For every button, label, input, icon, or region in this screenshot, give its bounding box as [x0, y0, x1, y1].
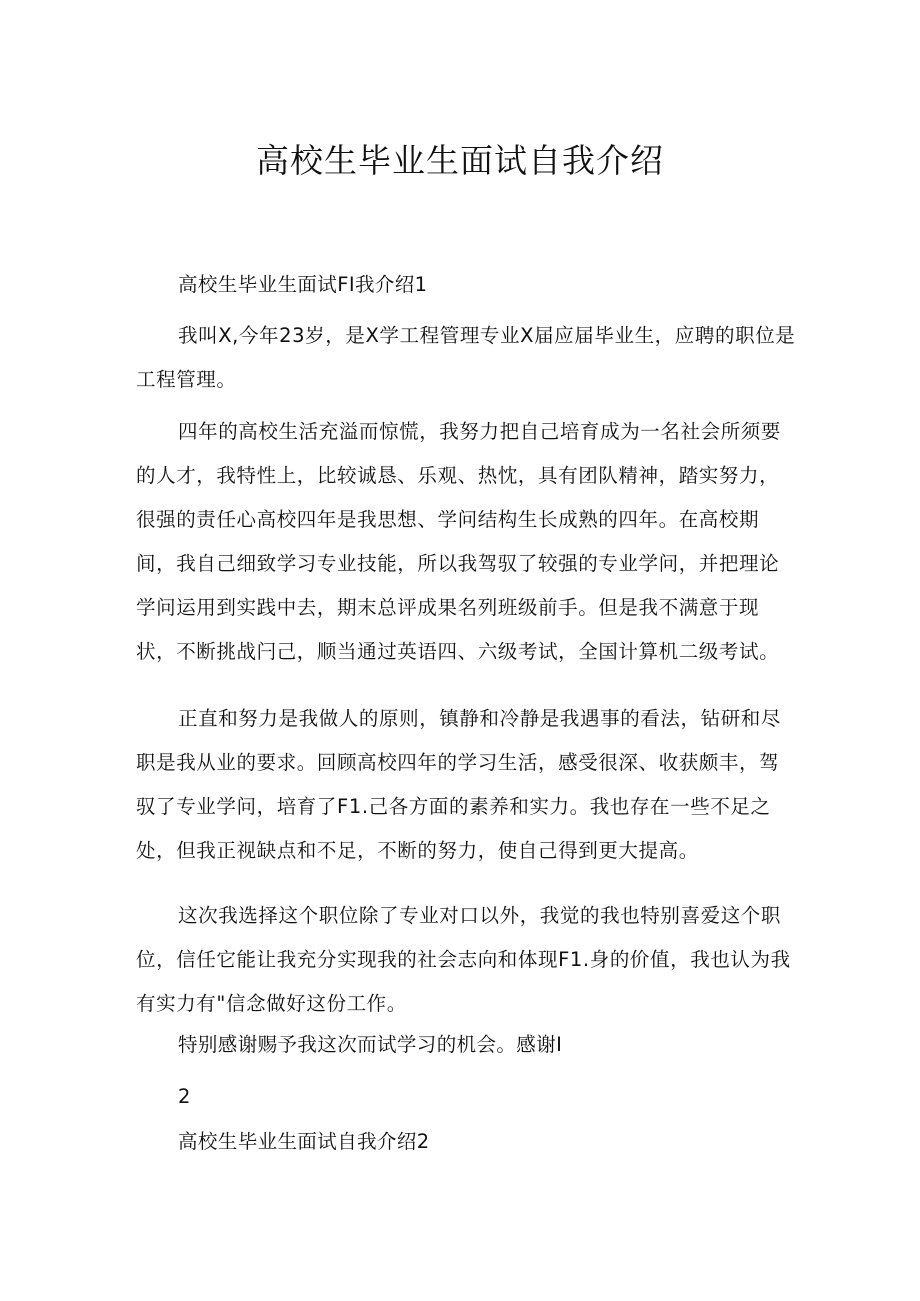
paragraph-1: 我叫X,今年23岁，是X学工程管理专业X届应届毕业生，应聘的职位是工程管理。	[136, 324, 796, 391]
page-number: 2	[178, 1085, 191, 1108]
paragraph-3: 正直和努力是我做人的原则，镇静和冷静是我遇事的看法，钻研和尽职是我从业的要求。回顾高校四年的学习生活，感受很深、收获颇丰，驾驭了专业学问，培育了F1.己各方面的素养和实力。我也存在一些不足之处，但我正视缺点和不足，不断的努力，使自己得到更大提高。	[136, 707, 782, 862]
document-title: 高校生毕业生面试自我介绍	[256, 141, 664, 180]
section2-heading: 高校生毕业生面试自我介绍2	[178, 1130, 430, 1153]
section1-heading: 高校生毕业生面试FI我介绍1	[178, 273, 428, 296]
paragraph-4: 这次我选择这个职位除了专业对口以外，我觉的我也特别喜爱这个职位，信任它能让我充分实现我的社会志向和体现F1.身的价值，我也认为我有实力有"信念做好这份工作。	[136, 904, 791, 1015]
closing-line: 特别感谢赐予我这次而试学习的机会。感谢I	[178, 1033, 563, 1056]
paragraph-2: 四年的高校生活充溢而惊慌，我努力把自己培育成为一名社会所须要的人才，我特性上，比较诚恳、乐观、热忱，具有团队精神，踏实努力，很强的责任心高校四年是我思想、学问结构生长成熟的四年。在高校期间，我自己细致学习专业技能，所以我驾驭了较强的专业学问，并把理论学问运用到实践中去，期末总评成果名列班级前手。但是我不满意于现状，不断挑战闩己，顺当通过英语四、六级考试，全国计算机二级考试。	[136, 420, 782, 663]
